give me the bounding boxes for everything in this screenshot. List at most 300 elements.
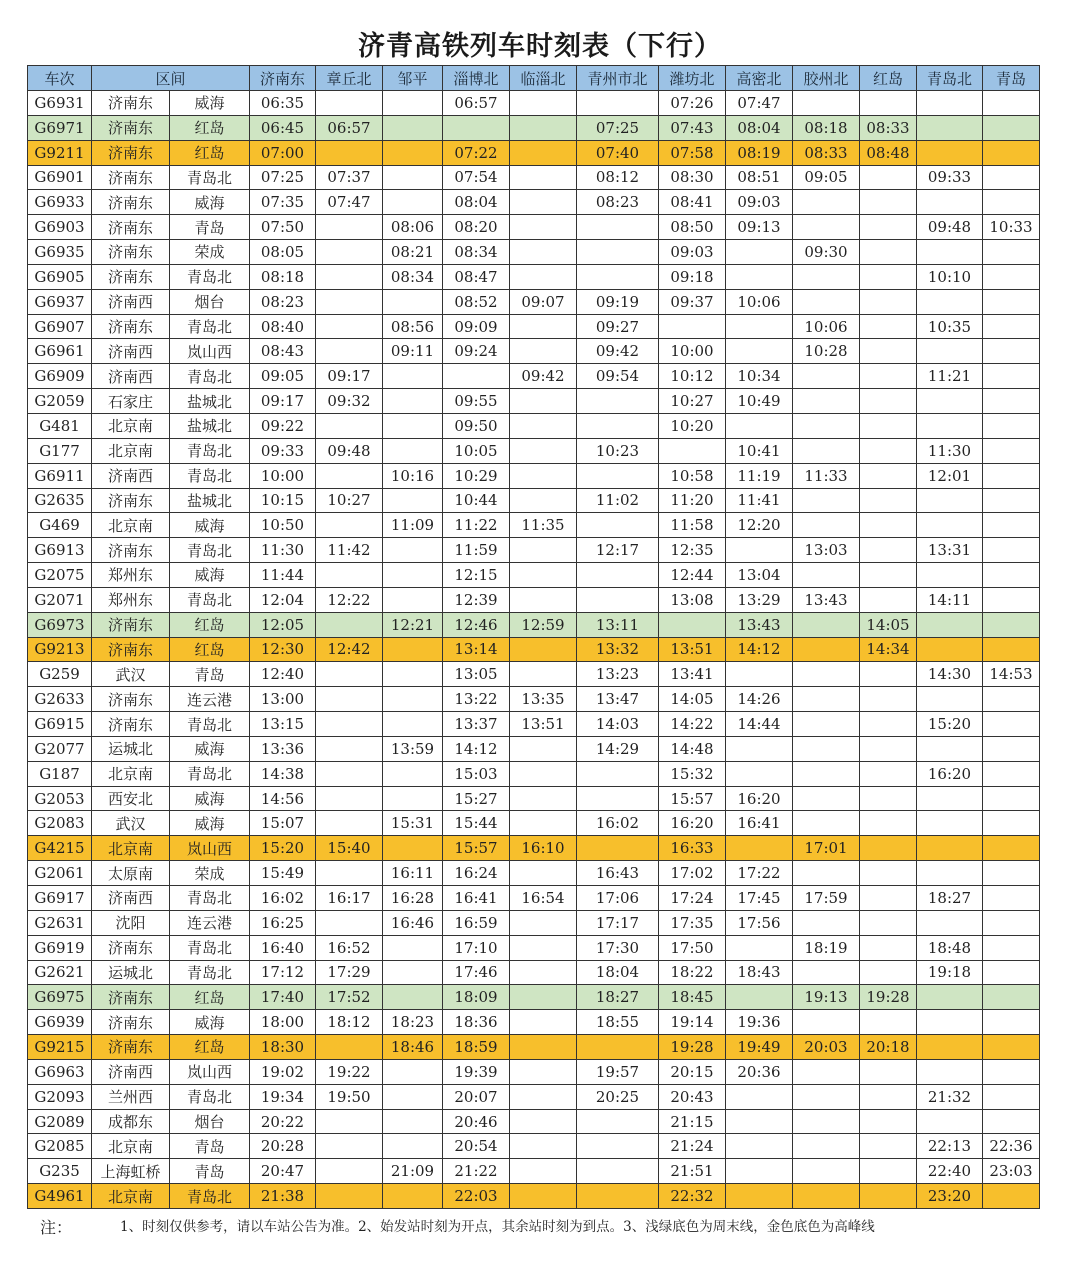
time-cell: 18:36 — [443, 1010, 510, 1035]
time-cell — [577, 215, 659, 240]
table-row — [28, 389, 1040, 414]
time-cell — [917, 612, 983, 637]
time-cell: 12:46 — [443, 612, 510, 637]
time-cell — [860, 413, 917, 438]
time-cell — [726, 1134, 793, 1159]
time-cell: 18:45 — [659, 985, 726, 1010]
train-number-cell: G2071 — [28, 587, 92, 612]
train-number-cell: G469 — [28, 513, 92, 538]
time-cell: 12:44 — [659, 563, 726, 588]
time-cell — [383, 687, 443, 712]
time-cell — [316, 861, 383, 886]
time-cell: 09:55 — [443, 389, 510, 414]
route-cell: 红岛 — [170, 1035, 250, 1060]
time-cell: 19:36 — [726, 1010, 793, 1035]
time-cell — [316, 612, 383, 637]
time-cell — [860, 886, 917, 911]
time-cell: 13:00 — [250, 687, 316, 712]
time-cell — [726, 736, 793, 761]
table-row — [28, 736, 1040, 761]
time-cell — [793, 1159, 860, 1184]
route-cell: 济南东 — [92, 712, 170, 737]
train-number-cell: G4961 — [28, 1184, 92, 1209]
time-cell: 12:59 — [510, 612, 577, 637]
time-cell — [510, 339, 577, 364]
route-cell: 青岛北 — [170, 463, 250, 488]
time-cell: 08:04 — [726, 115, 793, 140]
time-cell — [577, 91, 659, 116]
time-cell — [860, 1059, 917, 1084]
column-header: 临淄北 — [510, 66, 577, 91]
time-cell: 10:33 — [983, 215, 1040, 240]
route-cell: 青岛北 — [170, 886, 250, 911]
time-cell — [316, 761, 383, 786]
time-cell: 12:17 — [577, 538, 659, 563]
time-cell: 08:23 — [250, 289, 316, 314]
time-cell — [383, 1109, 443, 1134]
route-cell: 运城北 — [92, 960, 170, 985]
time-cell — [917, 339, 983, 364]
time-cell: 09:03 — [726, 190, 793, 215]
time-cell — [860, 935, 917, 960]
route-cell: 威海 — [170, 1010, 250, 1035]
time-cell: 16:02 — [250, 886, 316, 911]
time-cell: 19:13 — [793, 985, 860, 1010]
time-cell: 22:32 — [659, 1184, 726, 1209]
time-cell — [383, 190, 443, 215]
time-cell: 08:43 — [250, 339, 316, 364]
time-cell: 08:56 — [383, 314, 443, 339]
table-row — [28, 1084, 1040, 1109]
column-header: 邹平 — [383, 66, 443, 91]
time-cell — [983, 761, 1040, 786]
time-cell: 09:13 — [726, 215, 793, 240]
time-cell: 18:48 — [917, 935, 983, 960]
time-cell — [316, 314, 383, 339]
time-cell — [383, 662, 443, 687]
route-cell: 威海 — [170, 91, 250, 116]
time-cell: 12:40 — [250, 662, 316, 687]
time-cell: 14:53 — [983, 662, 1040, 687]
time-cell — [917, 488, 983, 513]
time-cell: 10:41 — [726, 438, 793, 463]
train-number-cell: G187 — [28, 761, 92, 786]
time-cell: 23:20 — [917, 1184, 983, 1209]
time-cell: 08:23 — [577, 190, 659, 215]
train-number-cell: G6937 — [28, 289, 92, 314]
time-cell: 21:15 — [659, 1109, 726, 1134]
time-cell — [860, 314, 917, 339]
time-cell: 16:46 — [383, 910, 443, 935]
time-cell: 14:34 — [860, 637, 917, 662]
time-cell: 15:31 — [383, 811, 443, 836]
train-number-cell: G6933 — [28, 190, 92, 215]
time-cell — [383, 438, 443, 463]
train-number-cell: G2061 — [28, 861, 92, 886]
column-header: 区间 — [92, 66, 250, 91]
time-cell: 17:45 — [726, 886, 793, 911]
time-cell — [316, 712, 383, 737]
route-cell: 济南西 — [92, 886, 170, 911]
table-row — [28, 1134, 1040, 1159]
time-cell: 13:05 — [443, 662, 510, 687]
time-cell: 14:30 — [917, 662, 983, 687]
train-number-cell: G2635 — [28, 488, 92, 513]
time-cell — [577, 463, 659, 488]
time-cell: 06:35 — [250, 91, 316, 116]
time-cell — [983, 687, 1040, 712]
time-cell: 13:51 — [659, 637, 726, 662]
time-cell — [793, 389, 860, 414]
time-cell: 11:58 — [659, 513, 726, 538]
train-number-cell: G6907 — [28, 314, 92, 339]
time-cell: 10:44 — [443, 488, 510, 513]
route-cell: 上海虹桥 — [92, 1159, 170, 1184]
time-cell: 09:48 — [917, 215, 983, 240]
time-cell — [860, 240, 917, 265]
time-cell: 12:39 — [443, 587, 510, 612]
time-cell — [510, 786, 577, 811]
time-cell: 08:34 — [383, 264, 443, 289]
route-cell: 济南东 — [92, 91, 170, 116]
time-cell — [860, 687, 917, 712]
time-cell — [510, 563, 577, 588]
time-cell — [510, 413, 577, 438]
time-cell — [726, 314, 793, 339]
time-cell — [793, 1184, 860, 1209]
time-cell: 19:02 — [250, 1059, 316, 1084]
time-cell — [983, 563, 1040, 588]
time-cell: 11:59 — [443, 538, 510, 563]
time-cell — [860, 563, 917, 588]
time-cell: 07:54 — [443, 165, 510, 190]
note-text: 1、时刻仅供参考，请以车站公告为准。2、始发站时刻为开点，其余站时刻为到点。3、浅绿底色为周末线，金色底色为高峰线 — [120, 1219, 875, 1235]
time-cell — [983, 1109, 1040, 1134]
time-cell: 19:49 — [726, 1035, 793, 1060]
time-cell — [510, 662, 577, 687]
time-cell — [860, 1109, 917, 1134]
time-cell — [793, 289, 860, 314]
time-cell: 20:43 — [659, 1084, 726, 1109]
time-cell: 13:37 — [443, 712, 510, 737]
time-cell — [983, 786, 1040, 811]
time-cell: 12:01 — [917, 463, 983, 488]
time-cell — [917, 861, 983, 886]
route-cell: 红岛 — [170, 637, 250, 662]
time-cell — [917, 563, 983, 588]
column-header: 高密北 — [726, 66, 793, 91]
time-cell: 10:27 — [316, 488, 383, 513]
time-cell — [316, 687, 383, 712]
time-cell: 19:28 — [659, 1035, 726, 1060]
time-cell — [316, 289, 383, 314]
time-cell — [510, 861, 577, 886]
time-cell: 15:03 — [443, 761, 510, 786]
time-cell: 07:50 — [250, 215, 316, 240]
time-cell — [316, 339, 383, 364]
time-cell — [510, 264, 577, 289]
train-number-cell: G6911 — [28, 463, 92, 488]
time-cell: 17:02 — [659, 861, 726, 886]
route-cell: 石家庄 — [92, 389, 170, 414]
train-number-cell: G9213 — [28, 637, 92, 662]
time-cell: 16:54 — [510, 886, 577, 911]
time-cell: 08:33 — [793, 140, 860, 165]
time-cell — [860, 662, 917, 687]
table-row — [28, 513, 1040, 538]
time-cell: 08:50 — [659, 215, 726, 240]
time-cell — [793, 712, 860, 737]
time-cell: 18:27 — [577, 985, 659, 1010]
time-cell — [860, 587, 917, 612]
time-cell: 12:04 — [250, 587, 316, 612]
time-cell: 16:11 — [383, 861, 443, 886]
time-cell — [577, 264, 659, 289]
time-cell: 16:43 — [577, 861, 659, 886]
train-number-cell: G481 — [28, 413, 92, 438]
time-cell — [793, 1010, 860, 1035]
time-cell: 19:22 — [316, 1059, 383, 1084]
time-cell: 10:29 — [443, 463, 510, 488]
time-cell — [316, 662, 383, 687]
table-row — [28, 91, 1040, 116]
time-cell — [793, 1084, 860, 1109]
route-cell: 盐城北 — [170, 488, 250, 513]
table-row — [28, 836, 1040, 861]
train-number-cell: G2075 — [28, 563, 92, 588]
time-cell — [983, 364, 1040, 389]
route-cell: 青岛 — [170, 1159, 250, 1184]
time-cell — [726, 1109, 793, 1134]
time-cell — [577, 761, 659, 786]
time-cell — [510, 736, 577, 761]
route-cell: 红岛 — [170, 115, 250, 140]
time-cell: 17:52 — [316, 985, 383, 1010]
time-cell: 18:46 — [383, 1035, 443, 1060]
time-cell: 10:23 — [577, 438, 659, 463]
train-number-cell: G6905 — [28, 264, 92, 289]
route-cell: 威海 — [170, 811, 250, 836]
route-cell: 济南西 — [92, 364, 170, 389]
time-cell: 21:24 — [659, 1134, 726, 1159]
time-cell — [316, 1109, 383, 1134]
time-cell: 19:39 — [443, 1059, 510, 1084]
time-cell: 17:01 — [793, 836, 860, 861]
time-cell: 18:12 — [316, 1010, 383, 1035]
time-cell — [726, 264, 793, 289]
route-cell: 济南西 — [92, 463, 170, 488]
route-cell: 荣成 — [170, 861, 250, 886]
time-cell: 07:35 — [250, 190, 316, 215]
time-cell — [510, 1109, 577, 1134]
time-cell: 15:49 — [250, 861, 316, 886]
time-cell: 17:12 — [250, 960, 316, 985]
time-cell: 16:17 — [316, 886, 383, 911]
train-number-cell: G2631 — [28, 910, 92, 935]
time-cell: 15:40 — [316, 836, 383, 861]
train-number-cell: G6961 — [28, 339, 92, 364]
time-cell — [917, 1109, 983, 1134]
time-cell: 20:03 — [793, 1035, 860, 1060]
route-cell: 威海 — [170, 190, 250, 215]
time-cell: 14:12 — [443, 736, 510, 761]
route-cell: 烟台 — [170, 289, 250, 314]
time-cell: 08:34 — [443, 240, 510, 265]
time-cell — [510, 463, 577, 488]
time-cell: 15:20 — [250, 836, 316, 861]
table-row — [28, 463, 1040, 488]
route-cell: 北京南 — [92, 836, 170, 861]
time-cell — [510, 1084, 577, 1109]
time-cell — [577, 513, 659, 538]
time-cell: 09:03 — [659, 240, 726, 265]
time-cell — [917, 1010, 983, 1035]
time-cell: 16:52 — [316, 935, 383, 960]
time-cell — [726, 1159, 793, 1184]
table-row — [28, 1059, 1040, 1084]
train-number-cell: G6963 — [28, 1059, 92, 1084]
column-header: 济南东 — [250, 66, 316, 91]
time-cell: 17:56 — [726, 910, 793, 935]
time-cell: 13:36 — [250, 736, 316, 761]
time-cell — [983, 861, 1040, 886]
train-number-cell: G9215 — [28, 1035, 92, 1060]
time-cell: 17:59 — [793, 886, 860, 911]
time-cell: 09:17 — [250, 389, 316, 414]
time-cell — [726, 413, 793, 438]
time-cell: 07:22 — [443, 140, 510, 165]
time-cell — [383, 637, 443, 662]
route-cell: 济南东 — [92, 264, 170, 289]
table-row — [28, 538, 1040, 563]
time-cell: 20:36 — [726, 1059, 793, 1084]
table-row — [28, 861, 1040, 886]
time-cell: 08:04 — [443, 190, 510, 215]
time-cell: 11:41 — [726, 488, 793, 513]
time-cell: 16:25 — [250, 910, 316, 935]
route-cell: 岚山西 — [170, 836, 250, 861]
time-cell: 20:25 — [577, 1084, 659, 1109]
train-number-cell: G6973 — [28, 612, 92, 637]
table-row — [28, 1109, 1040, 1134]
time-cell: 13:08 — [659, 587, 726, 612]
time-cell: 13:43 — [726, 612, 793, 637]
time-cell — [983, 264, 1040, 289]
route-cell: 北京南 — [92, 1134, 170, 1159]
time-cell — [577, 786, 659, 811]
time-cell: 16:20 — [726, 786, 793, 811]
train-number-cell: G6935 — [28, 240, 92, 265]
table-row — [28, 438, 1040, 463]
route-cell: 济南东 — [92, 215, 170, 240]
time-cell — [983, 811, 1040, 836]
note-label: 注： — [40, 1218, 73, 1237]
table-row — [28, 364, 1040, 389]
time-cell: 10:28 — [793, 339, 860, 364]
time-cell: 10:58 — [659, 463, 726, 488]
time-cell: 16:41 — [443, 886, 510, 911]
time-cell: 07:58 — [659, 140, 726, 165]
time-cell: 19:14 — [659, 1010, 726, 1035]
time-cell: 09:05 — [793, 165, 860, 190]
train-number-cell: G6939 — [28, 1010, 92, 1035]
time-cell — [726, 761, 793, 786]
time-cell — [793, 786, 860, 811]
time-cell — [726, 836, 793, 861]
route-cell: 青岛 — [170, 662, 250, 687]
time-cell: 13:29 — [726, 587, 793, 612]
time-cell: 14:22 — [659, 712, 726, 737]
route-cell: 济南西 — [92, 339, 170, 364]
time-cell — [383, 289, 443, 314]
time-cell — [793, 1134, 860, 1159]
time-cell — [383, 1059, 443, 1084]
time-cell: 09:37 — [659, 289, 726, 314]
time-cell: 11:42 — [316, 538, 383, 563]
time-cell: 08:06 — [383, 215, 443, 240]
timetable — [27, 65, 1040, 1209]
time-cell — [860, 438, 917, 463]
time-cell: 11:02 — [577, 488, 659, 513]
time-cell: 08:30 — [659, 165, 726, 190]
route-cell: 青岛北 — [170, 761, 250, 786]
time-cell — [983, 240, 1040, 265]
route-cell: 青岛北 — [170, 438, 250, 463]
time-cell: 16:02 — [577, 811, 659, 836]
time-cell: 19:57 — [577, 1059, 659, 1084]
time-cell — [577, 389, 659, 414]
route-cell: 盐城北 — [170, 413, 250, 438]
table-row — [28, 935, 1040, 960]
time-cell — [793, 264, 860, 289]
time-cell: 16:33 — [659, 836, 726, 861]
time-cell — [510, 314, 577, 339]
time-cell: 19:28 — [860, 985, 917, 1010]
train-number-cell: G2085 — [28, 1134, 92, 1159]
time-cell — [383, 91, 443, 116]
table-row — [28, 587, 1040, 612]
time-cell — [383, 935, 443, 960]
time-cell — [383, 389, 443, 414]
time-cell: 09:05 — [250, 364, 316, 389]
time-cell: 10:34 — [726, 364, 793, 389]
column-header: 章丘北 — [316, 66, 383, 91]
time-cell — [983, 637, 1040, 662]
time-cell — [917, 811, 983, 836]
time-cell — [510, 960, 577, 985]
time-cell: 08:52 — [443, 289, 510, 314]
time-cell — [577, 836, 659, 861]
time-cell — [917, 140, 983, 165]
time-cell — [917, 115, 983, 140]
time-cell — [983, 190, 1040, 215]
time-cell — [510, 811, 577, 836]
time-cell: 22:36 — [983, 1134, 1040, 1159]
time-cell: 08:20 — [443, 215, 510, 240]
time-cell: 14:29 — [577, 736, 659, 761]
time-cell: 18:00 — [250, 1010, 316, 1035]
table-row — [28, 289, 1040, 314]
route-cell: 西安北 — [92, 786, 170, 811]
time-cell — [316, 910, 383, 935]
time-cell: 17:29 — [316, 960, 383, 985]
time-cell: 15:20 — [917, 712, 983, 737]
column-header: 青岛 — [983, 66, 1040, 91]
time-cell — [793, 687, 860, 712]
time-cell: 09:09 — [443, 314, 510, 339]
time-cell: 07:37 — [316, 165, 383, 190]
time-cell — [793, 1109, 860, 1134]
